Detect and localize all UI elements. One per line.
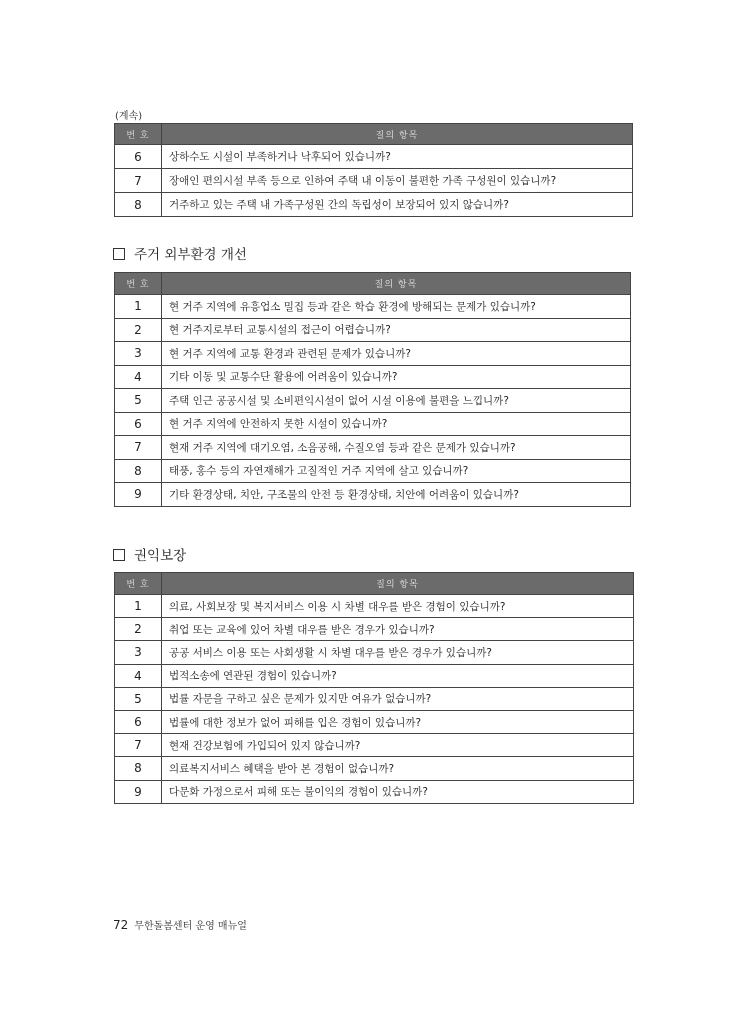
table-row [115, 483, 631, 507]
table-row [115, 389, 631, 413]
checkbox-square-icon [113, 549, 125, 561]
number-column-header: 번 호 [115, 573, 162, 595]
question-text: 현 거주 지역에 안전하지 못한 시설이 있습니까? [162, 412, 631, 436]
table-row [115, 618, 634, 641]
section-title-text: 권익보장 [134, 548, 187, 564]
section-title-text: 주거 외부환경 개선 [134, 247, 247, 263]
table-row [115, 145, 633, 169]
table-header-row [115, 573, 634, 595]
question-table-rights [114, 572, 634, 804]
page-number: 72 [113, 918, 129, 932]
question-number: 5 [115, 687, 162, 710]
table-row [115, 757, 634, 780]
question-text: 공공 서비스 이용 또는 사회생활 시 차별 대우를 받은 경우가 있습니까? [162, 641, 634, 664]
question-text: 법적소송에 연관된 경험이 있습니까? [162, 664, 634, 687]
question-table-housing-interior [114, 123, 633, 217]
question-text: 주택 인근 공공시설 및 소비편익시설이 없어 시설 이용에 불편을 느낍니까? [162, 389, 631, 413]
question-text: 기타 이동 및 교통수단 활용에 어려움이 있습니까? [162, 365, 631, 389]
question-column-header: 질의 항목 [162, 124, 633, 145]
table-row [115, 193, 633, 217]
question-number: 5 [115, 389, 162, 413]
manual-title: 무한돌봄센터 운영 매뉴얼 [134, 921, 247, 932]
table-row [115, 734, 634, 757]
question-number: 8 [115, 757, 162, 780]
question-number: 8 [115, 459, 162, 483]
question-text: 거주하고 있는 주택 내 가족구성원 간의 독립성이 보장되어 있지 않습니까? [162, 193, 633, 217]
question-number: 1 [115, 595, 162, 618]
question-text: 현 거주 지역에 교통 환경과 관련된 문제가 있습니까? [162, 342, 631, 366]
question-column-header: 질의 항목 [162, 273, 631, 295]
question-number: 6 [115, 710, 162, 733]
question-table-housing-exterior [114, 272, 631, 507]
question-text: 법률 자문을 구하고 싶은 문제가 있지만 여유가 없습니까? [162, 687, 634, 710]
question-text: 현재 건강보험에 가입되어 있지 않습니까? [162, 734, 634, 757]
question-column-header: 질의 항목 [162, 573, 634, 595]
number-column-header: 번 호 [115, 124, 162, 145]
question-text: 장애인 편의시설 부족 등으로 인하여 주택 내 이동이 불편한 가족 구성원이 있습니까? [162, 169, 633, 193]
table-row [115, 780, 634, 803]
question-text: 현 거주지로부터 교통시설의 접근이 어렵습니까? [162, 318, 631, 342]
table-row [115, 412, 631, 436]
question-text: 다문화 가정으로서 피해 또는 불이익의 경험이 있습니까? [162, 780, 634, 803]
question-number: 8 [115, 193, 162, 217]
question-text: 의료복지서비스 혜택을 받아 본 경험이 없습니까? [162, 757, 634, 780]
question-number: 7 [115, 169, 162, 193]
question-number: 6 [115, 412, 162, 436]
question-number: 3 [115, 342, 162, 366]
question-text: 현 거주 지역에 유흥업소 밀집 등과 같은 학습 환경에 방해되는 문제가 있습니까? [162, 295, 631, 319]
question-number: 7 [115, 734, 162, 757]
question-number: 2 [115, 318, 162, 342]
table-header-row [115, 124, 633, 145]
question-text: 현재 거주 지역에 대기오염, 소음공해, 수질오염 등과 같은 문제가 있습니까? [162, 436, 631, 460]
table-header-row [115, 273, 631, 295]
question-text: 의료, 사회보장 및 복지서비스 이용 시 차별 대우를 받은 경험이 있습니까? [162, 595, 634, 618]
table-row [115, 342, 631, 366]
question-text: 취업 또는 교육에 있어 차별 대우를 받은 경우가 있습니까? [162, 618, 634, 641]
table-row [115, 641, 634, 664]
question-number: 7 [115, 436, 162, 460]
table-row [115, 687, 634, 710]
table-row [115, 664, 634, 687]
question-text: 법률에 대한 정보가 없어 피해를 입은 경험이 있습니까? [162, 710, 634, 733]
checkbox-square-icon [113, 248, 125, 260]
continued-label: (계속) [115, 111, 143, 122]
table-row [115, 365, 631, 389]
question-number: 1 [115, 295, 162, 319]
table-row [115, 595, 634, 618]
question-number: 9 [115, 780, 162, 803]
section-title-rights [113, 544, 186, 564]
table-row [115, 169, 633, 193]
question-number: 9 [115, 483, 162, 507]
question-number: 3 [115, 641, 162, 664]
question-text: 상하수도 시설이 부족하거나 낙후되어 있습니까? [162, 145, 633, 169]
table-row [115, 459, 631, 483]
page-footer [113, 917, 247, 932]
question-text: 기타 환경상태, 치안, 구조물의 안전 등 환경상태, 치안에 어려움이 있습니까? [162, 483, 631, 507]
question-number: 4 [115, 365, 162, 389]
question-number: 4 [115, 664, 162, 687]
section-title-exterior [113, 243, 247, 263]
question-text: 태풍, 홍수 등의 자연재해가 고질적인 거주 지역에 살고 있습니까? [162, 459, 631, 483]
question-number: 6 [115, 145, 162, 169]
question-number: 2 [115, 618, 162, 641]
table-row [115, 710, 634, 733]
table-row [115, 295, 631, 319]
table-row [115, 436, 631, 460]
number-column-header: 번 호 [115, 273, 162, 295]
table-row [115, 318, 631, 342]
